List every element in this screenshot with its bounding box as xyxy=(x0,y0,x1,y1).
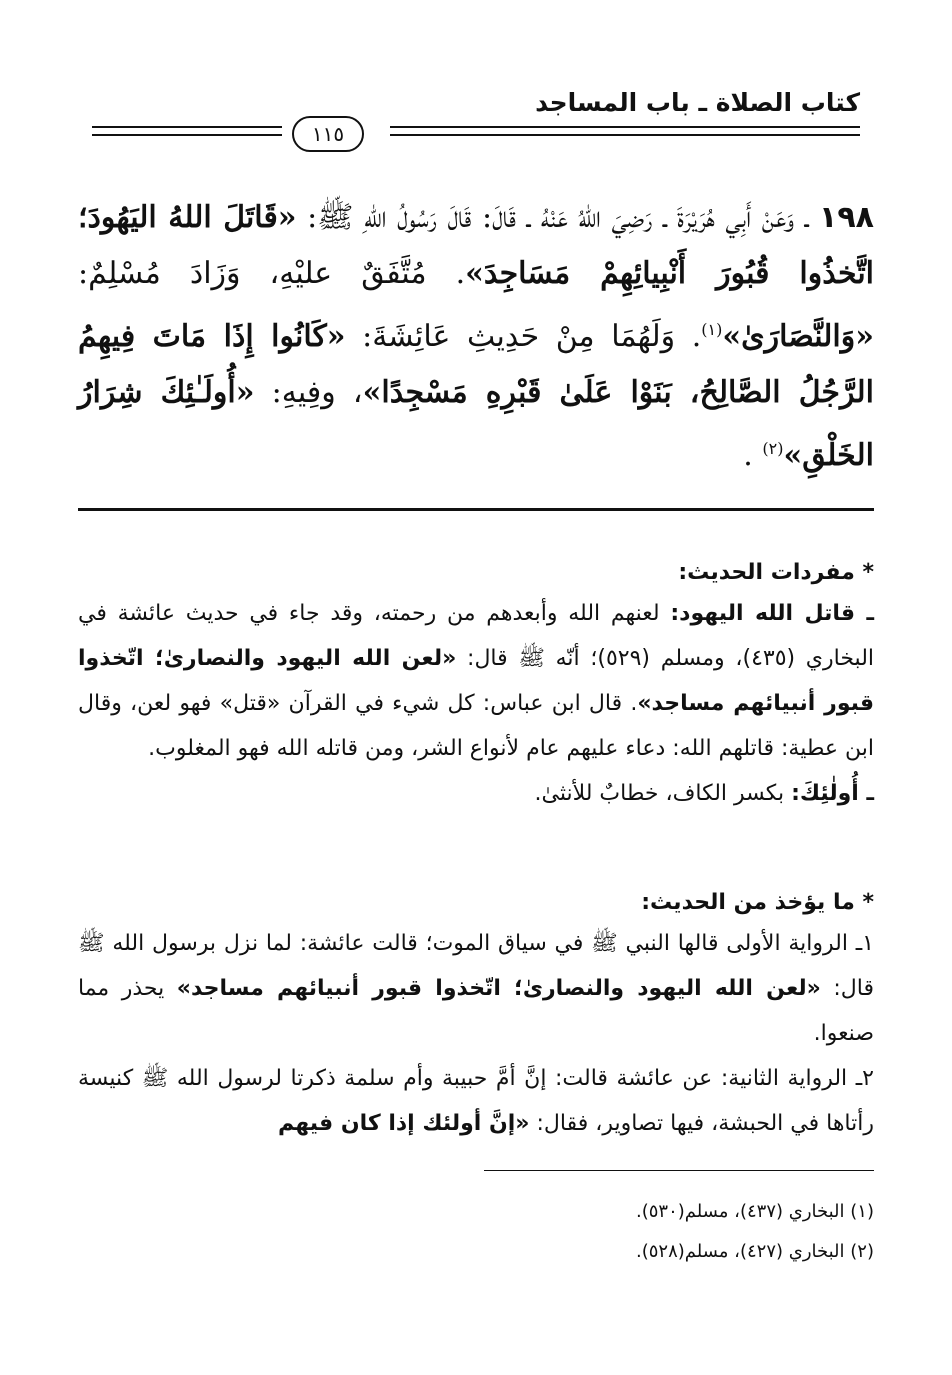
footnote-divider xyxy=(484,1170,874,1171)
vocab-quote: «لعن الله اليهود والنصارىٰ؛ اتّخذوا قبور أنبيائهم مساجد» xyxy=(78,646,875,716)
hadith-text xyxy=(78,190,874,484)
footnote-ref-2: (٢) xyxy=(762,439,784,458)
footnote-1: (١) البخاري (٤٣٧)، مسلم(٥٣٠). xyxy=(636,1201,874,1222)
page-header xyxy=(92,88,860,156)
vocab-term: ـ أُولٰئِكَ: xyxy=(791,781,874,806)
hadith-quote-3: «كَانُوا إِذَا مَاتَ فِيهِمُ الرَّجُلُ الصَّالِحُ، بَنَوْا عَلَىٰ قَبْرِهِ مَسْجِدًا» xyxy=(78,319,874,410)
hadith-end: . xyxy=(743,438,753,473)
header-rule-left-2 xyxy=(92,134,282,136)
header-rule-right xyxy=(390,126,860,128)
hadith-quote-2: «وَالنَّصَارَىٰ» xyxy=(722,319,874,354)
section-divider xyxy=(78,508,874,511)
page-number: ١١٥ xyxy=(292,116,364,152)
lesson-text: ١ـ الرواية الأولى قالها النبي ﷺ في سياق الموت؛ قالت عائشة: لما نزل برسول الله ﷺ قال: xyxy=(78,931,874,1001)
vocab-definition: لعنهم الله وأبعدهم من رحمته، وقد جاء في حديث عائشة في البخاري (٤٣٥)، ومسلم (٥٢٩)؛ أنّه ﷺ قال: xyxy=(78,601,875,671)
hadith-quote: «قَاتَلَ اللهُ اليَهُودَ؛ اتَّخذُوا قُبُورَ أَنْبِيائِهِمْ مَسَاجِدَ» xyxy=(78,200,875,291)
vocab-item xyxy=(78,771,874,816)
vocab-heading: * مفردات الحديث: xyxy=(678,560,874,585)
hadith-narration-3: . وَلَهُمَا مِنْ حَدِيثِ عَائِشَةَ: xyxy=(362,319,702,354)
lesson-quote: «لعن الله اليهود والنصارىٰ؛ اتّخذوا قبور أنبيائهم مساجد» xyxy=(176,976,821,1001)
vocab-term: ـ قاتل الله اليهود: xyxy=(670,601,874,626)
hadith-quote-4: «أُولَـٰئِكَ شِرَارُ الخَلْقِ» xyxy=(78,375,874,473)
lessons-heading: * ما يؤخذ من الحديث: xyxy=(641,890,874,915)
hadith-narration-2: . مُتَّفَقٌ عليْهِ، وَزَادَ مُسْلِمٌ: xyxy=(78,256,466,291)
footnote-ref-1: (١) xyxy=(701,320,723,339)
lessons-section xyxy=(78,890,874,1146)
vocab-definition: بكسر الكاف، خطابٌ للأنثىٰ. xyxy=(534,781,785,806)
hadith-narration-4: ، وفِيهِ: xyxy=(271,375,363,410)
header-rule-left xyxy=(92,126,282,128)
lesson-text-rest: يحذر مما صنعوا. xyxy=(78,976,874,1046)
running-title: كتاب الصلاة ـ باب المساجد xyxy=(535,88,860,117)
lesson-quote: «إنَّ أولئك إذا كان فيهم xyxy=(278,1111,530,1136)
footnote-2: (٢) البخاري (٤٢٧)، مسلم(٥٢٨). xyxy=(636,1241,874,1262)
lesson-item xyxy=(78,921,874,1056)
hadith-number: ١٩٨ xyxy=(819,200,874,235)
footnotes xyxy=(78,1192,874,1272)
lesson-text: ٢ـ الرواية الثانية: عن عائشة قالت: إنَّ أمَّ حبيبة وأم سلمة ذكرتا لرسول الله ﷺ كنيسة رأتاها في الحبشة، فيها تصاوير، فقال: xyxy=(78,1066,874,1136)
vocab-item xyxy=(78,591,874,771)
header-rule-right-2 xyxy=(390,134,860,136)
hadith-narration: ـ وَعَنْ أَبِي هُرَيْرَةَ ـ رَضِيَ اللهُ عَنْهُ ـ قَالَ: قَالَ رَسُولُ اللهِ ﷺ: xyxy=(307,200,809,235)
lesson-item xyxy=(78,1056,874,1146)
vocab-definition-rest: . قال ابن عباس: كل شيء في القرآن «قتل» فهو لعن، وقال ابن عطية: قاتلهم الله: دعاء عليهم عام لأنواع الشر، ومن قاتله الله فهو المغلوب. xyxy=(78,691,874,761)
vocab-section xyxy=(78,560,874,816)
